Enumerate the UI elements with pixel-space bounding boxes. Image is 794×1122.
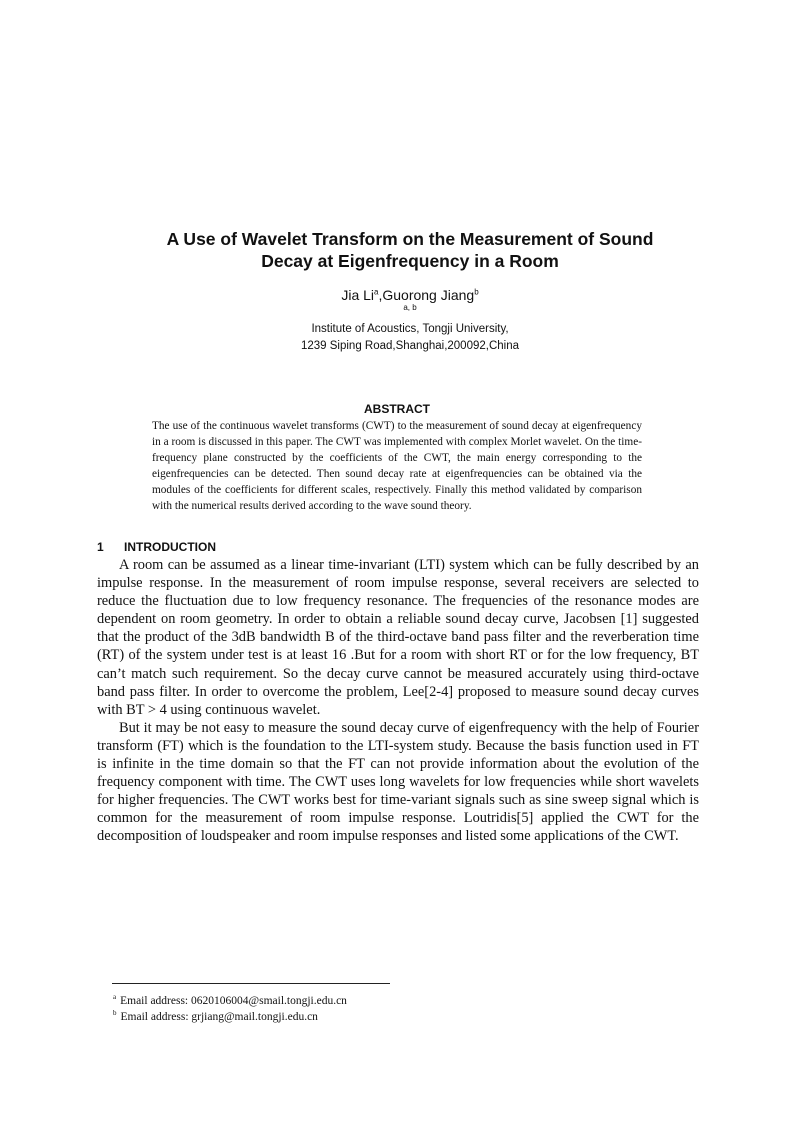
body-paragraph: A room can be assumed as a linear time-invariant (LTI) system which can be fully described by an impulse response. In the measurement of room impulse response, several receivers are selected to reduce the fluctuation due to low frequency resonance. The frequencies of the resonance modes are dependent on room geometry. In order to obtain a reliable sound decay curve, Jacobsen [1] suggested that the product of the 3dB bandwidth B of the third-octave band pass filter and the reverberation time (RT) of the system under test is at least 16 .But for a room with short RT or for the low frequency, BT can’t match such requirement. So the decay curve cannot be measured accurately using third-octave band pass filter. In order to overcome the problem, Lee[2-4] proposed to measure sound decay curves with BT > 4 using continuous wavelet. <box>97 557 699 718</box>
section-body <box>97 556 699 846</box>
author-name: Guorong Jiang <box>382 287 475 303</box>
footnote-mark: b <box>113 1008 117 1017</box>
affiliation <box>160 304 660 355</box>
paper-title-line-1: A Use of Wavelet Transform on the Measurement of Sound <box>166 229 654 249</box>
paper-title <box>100 228 720 272</box>
author-separator: , <box>378 287 383 303</box>
footnote <box>113 994 347 1010</box>
affiliation-line-2: 1239 Siping Road,Shanghai,200092,China <box>300 340 520 352</box>
footnote-mark: a <box>113 993 117 1002</box>
paper-title-line-2: Decay at Eigenfrequency in a Room <box>261 251 559 271</box>
affiliation-mark: a <box>374 287 379 297</box>
affiliation-line-1 <box>160 304 660 338</box>
footnote-text: Email address: 0620106004@smail.tongji.edu.cn <box>120 995 347 1007</box>
affiliation-institute: Institute of Acoustics, Tongji University, <box>311 323 509 335</box>
affiliation-mark: b <box>474 287 479 297</box>
abstract-text: The use of the continuous wavelet transforms (CWT) to the measurement of sound decay at eigenfrequency in a room is discussed in this paper. The CWT was implemented with complex Morlet wavelet. On the time-frequency plane constructed by the coefficients of the CWT, the main energy corresponding to the eigenfrequencies can be detected. Then sound decay rate at eigenfrequencies can be obtained via the modules of the coefficients for different scales, respectively. Finally this method validated by comparison with the numerical results derived according to the wave sound theory. <box>152 420 642 512</box>
footnote-divider <box>112 983 390 984</box>
footnotes <box>113 994 347 1025</box>
section-number: 1 <box>97 540 104 554</box>
body-paragraph: But it may be not easy to measure the sound decay curve of eigenfrequency with the help of Fourier transform (FT) which is the foundation to the LTI-system study. Because the basis function used in FT is infinite in the time domain so that the FT can not provide information about the evolution of the frequency component with time. The CWT uses long wavelets for low frequencies while short wavelets for higher frequencies. The CWT works best for time-variant signals such as sine sweep signal which is common for the measurement of room impulse response. Loutridis[5] applied the CWT for the decomposition of loudspeaker and room impulse responses and listed some applications of the CWT. <box>97 719 699 845</box>
section-heading <box>97 540 216 555</box>
affiliation-marks: a, b <box>403 303 417 313</box>
author-list <box>160 286 660 304</box>
footnote-text: Email address: grjiang@mail.tongji.edu.cn <box>120 1010 318 1023</box>
author-name: Jia Li <box>341 287 375 303</box>
section-title: INTRODUCTION <box>124 540 216 554</box>
abstract-heading: ABSTRACT <box>364 402 430 416</box>
footnote <box>113 1010 347 1026</box>
